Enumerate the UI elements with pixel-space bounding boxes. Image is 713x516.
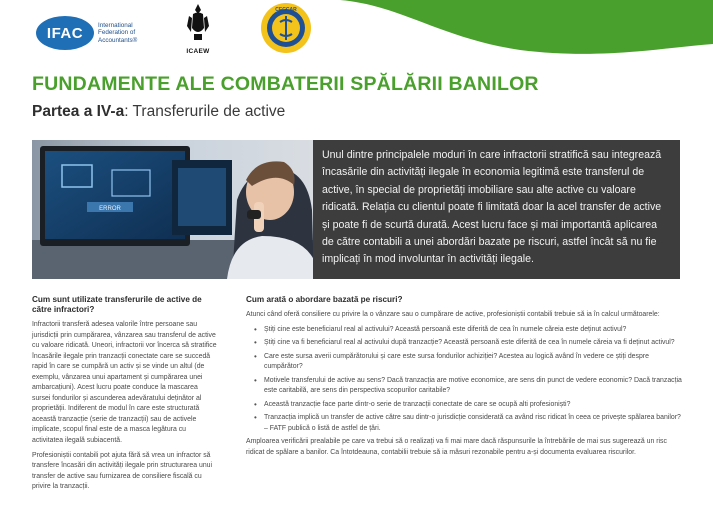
intro-callout: Unul dintre principalele moduri în care infractorii stratifică sau integrează încasările din activități ilegale în economia legitimă este transferul de active, în special de proprietăți imobiliare sau alte active cu valoare ridicată. Relația cu clientul poate fi limitată doar la acel transfer de active și poate fi de scurtă durată. Acest lucru face și mai importantă aplicarea de către contabili a unei abordări bazate pe riscuri, astfel încât să nu fie implicați în mod involuntar în activități ilegale. [313, 140, 680, 279]
risk-question: • Știți cine este beneficiarul real al activului? Această persoană este diferită de cea în numele căreia este deținut activul? [254, 325, 684, 335]
icaew-crest-icon [183, 2, 213, 42]
risk-question: • Care este sursa averii cumpărătorului și care este sursa fondurilor achiziției? Acestea au logică având în vedere ce știți despre cumpărător? [254, 352, 684, 373]
partner-logos [30, 2, 350, 57]
left-heading: Cum sunt utilizate transferurile de active de către infractori? [32, 295, 202, 314]
subtitle-part: Partea a IV-a [32, 103, 125, 120]
risk-question-list [246, 325, 684, 435]
ceccar-seal-icon [260, 2, 312, 54]
risk-question: • Tranzacția implică un transfer de active către sau dintr-o jurisdicție considerată ca având risc ridicat în ceea ce privește spălarea banilor? – FATF publică o listă de astfel de țări. [254, 413, 684, 434]
ceccar-logo [260, 2, 312, 54]
ifac-tagline: International Federation of Accountants® [98, 21, 138, 44]
left-column [32, 295, 217, 497]
right-heading: Cum arată o abordare bazată pe riscuri? [246, 295, 403, 304]
risk-question: • Motivele transferului de active au sens? Dacă tranzacția are motive economice, are sens din punct de vedere economic? Dacă tranzacția este caritabilă, are sens din perspectiva scopurilor caritabile? [254, 376, 684, 397]
left-paragraph-1: Infractorii transferă adesea valorile între persoane sau jurisdicții prin cumpărarea, vânzarea sau transferul de active cu valoare ridicată. Uneori, infractorii vor încerca să stratifice încasările ilegale prin tranzacții conectate care se succedă rapid în care se cumpără un activ și se vinde un altul (de exemplu, vânzarea unui apartament și cumpărarea unei ambarcațiuni). Acest lucru poate conduce la mascarea sursei fondurilor și ascunderea adevăratului deținător al proprietății. Indiferent de modul în care este structurată această tranzacție (serie de tranzacții) sau de activele implicate, scopul final este de a masca legătura cu activitatea ilegală subiacentă. [32, 321, 217, 445]
hero-photo [32, 140, 314, 279]
icaew-logo [180, 2, 216, 54]
document-subtitle [32, 103, 285, 121]
subtitle-topic: : Transferurile de active [124, 103, 286, 120]
ifac-logo [36, 16, 160, 50]
icaew-label: ICAEW [186, 48, 210, 55]
ceccar-label: CECCAR [275, 7, 297, 13]
right-closing: Amploarea verificării prealabile pe care va trebui să o realizați va fi mai mare dacă răspunsurile la întrebările de mai sus sugerează un risc ridicat de spălare a banilor. Ca întotdeauna, contabilii trebuie să ia măsuri rezonabile pentru a-și documenta evaluarea riscurilor. [246, 438, 667, 456]
risk-question: • Această tranzacție face parte dintr-o serie de tranzacții conectate de care se ocupă alti profesioniști? [254, 400, 684, 410]
risk-question: • Știți cine va fi beneficiarul real al activului după tranzacție? Această persoană este diferită de cea în numele căreia va fi deținut activul? [254, 338, 684, 348]
photo-screen-text: ERROR [99, 206, 121, 212]
ifac-logo-mark: IFAC [36, 16, 94, 50]
right-lead: Atunci când oferă consiliere cu privire la o vânzare sau o cumpărare de active, profesioniștii contabili trebuie să ia în calcul următoarele: [246, 311, 660, 318]
right-column [246, 295, 684, 462]
document-title: FUNDAMENTE ALE COMBATERII SPĂLĂRII BANILOR [32, 73, 539, 95]
left-paragraph-2: Profesioniștii contabili pot ajuta fără să vrea un infractor să transfere încasări din activități ilegale prin structurarea unui transfer de active sau furnizarea de consiliere fiscală cu privire la tranzacții. [32, 451, 213, 491]
